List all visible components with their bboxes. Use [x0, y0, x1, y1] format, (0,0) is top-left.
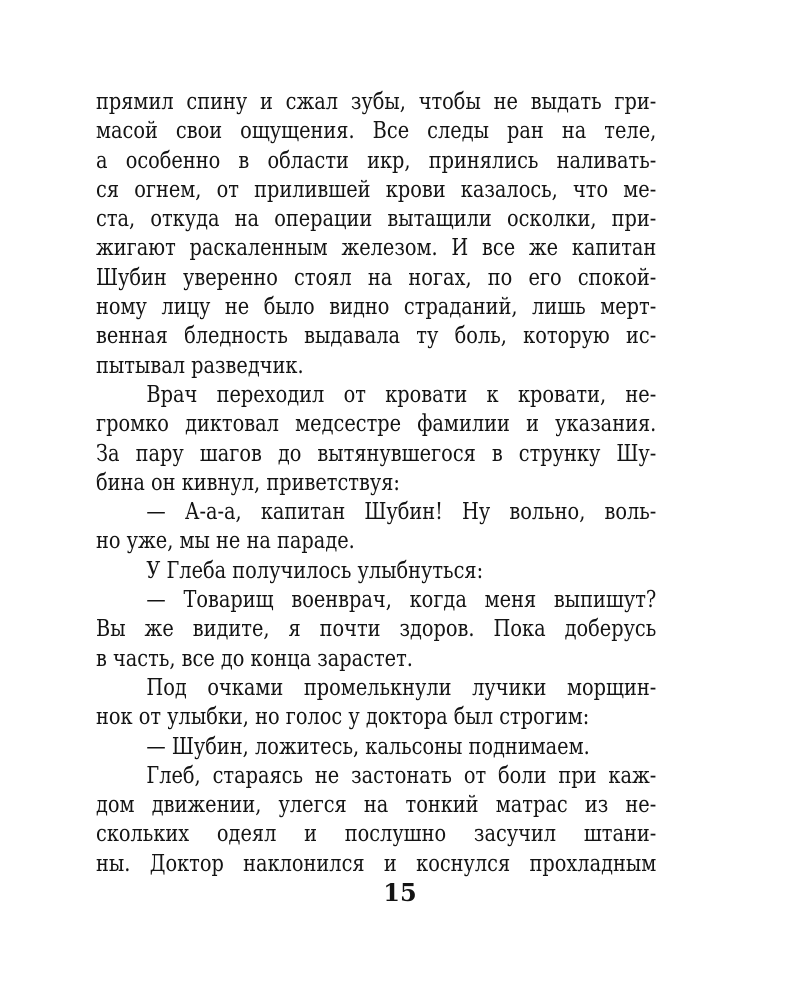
text-line: — Шубин, ложитесь, кальсоны поднимаем.	[146, 733, 590, 760]
text-line: пытывал разведчик.	[96, 352, 304, 379]
text-line: но уже, мы не на параде.	[96, 528, 355, 555]
text-line: У Глеба получилось улыбнуться:	[146, 557, 484, 584]
text-line: нок от улыбки, но голос у доктора был строгим:	[96, 704, 590, 731]
text-line: ны. Доктор наклонился и коснулся прохладным	[96, 850, 657, 877]
text-line: — А-а-а, капитан Шубин! Ну вольно, воль-	[146, 499, 657, 526]
text-line: Врач переходил от кровати к кровати, не-	[146, 381, 657, 408]
body-text	[96, 88, 656, 879]
text-line: дом движении, улегся на тонкий матрас из не-	[96, 792, 657, 819]
text-line: скольких одеял и послушно засучил штани-	[96, 821, 657, 848]
text-line: громко диктовал медсестре фамилии и указания.	[96, 411, 657, 438]
text-line: Вы же видите, я почти здоров. Пока доберусь	[96, 616, 657, 643]
text-line: а особенно в области икр, принялись наливать-	[96, 147, 657, 174]
text-line: Шубин уверенно стоял на ногах, по его спокой-	[96, 264, 657, 291]
text-line: ному лицу не было видно страданий, лишь мерт-	[96, 294, 657, 321]
text-line: жигают раскаленным железом. И все же капитан	[96, 235, 657, 262]
text-line: Под очками промелькнули лучики морщин-	[146, 674, 657, 701]
text-line: Глеб, стараясь не застонать от боли при каж-	[146, 762, 657, 789]
text-line: бина он кивнул, приветствуя:	[96, 469, 400, 496]
text-line: За пару шагов до вытянувшегося в струнку Шу-	[96, 440, 657, 467]
page-number: 15	[383, 878, 417, 907]
text-line: ся огнем, от прилившей крови казалось, что ме-	[96, 176, 657, 203]
text-line: прямил спину и сжал зубы, чтобы не выдать гри-	[96, 89, 657, 115]
text-line: венная бледность выдавала ту боль, которую ис-	[96, 323, 657, 350]
text-line: ста, откуда на операции вытащили осколки, при-	[96, 206, 657, 233]
text-line: масой свои ощущения. Все следы ран на теле,	[96, 118, 657, 145]
text-line: — Товарищ военврач, когда меня выпишут?	[146, 587, 657, 614]
text-line: в часть, все до конца зарастет.	[96, 645, 413, 672]
